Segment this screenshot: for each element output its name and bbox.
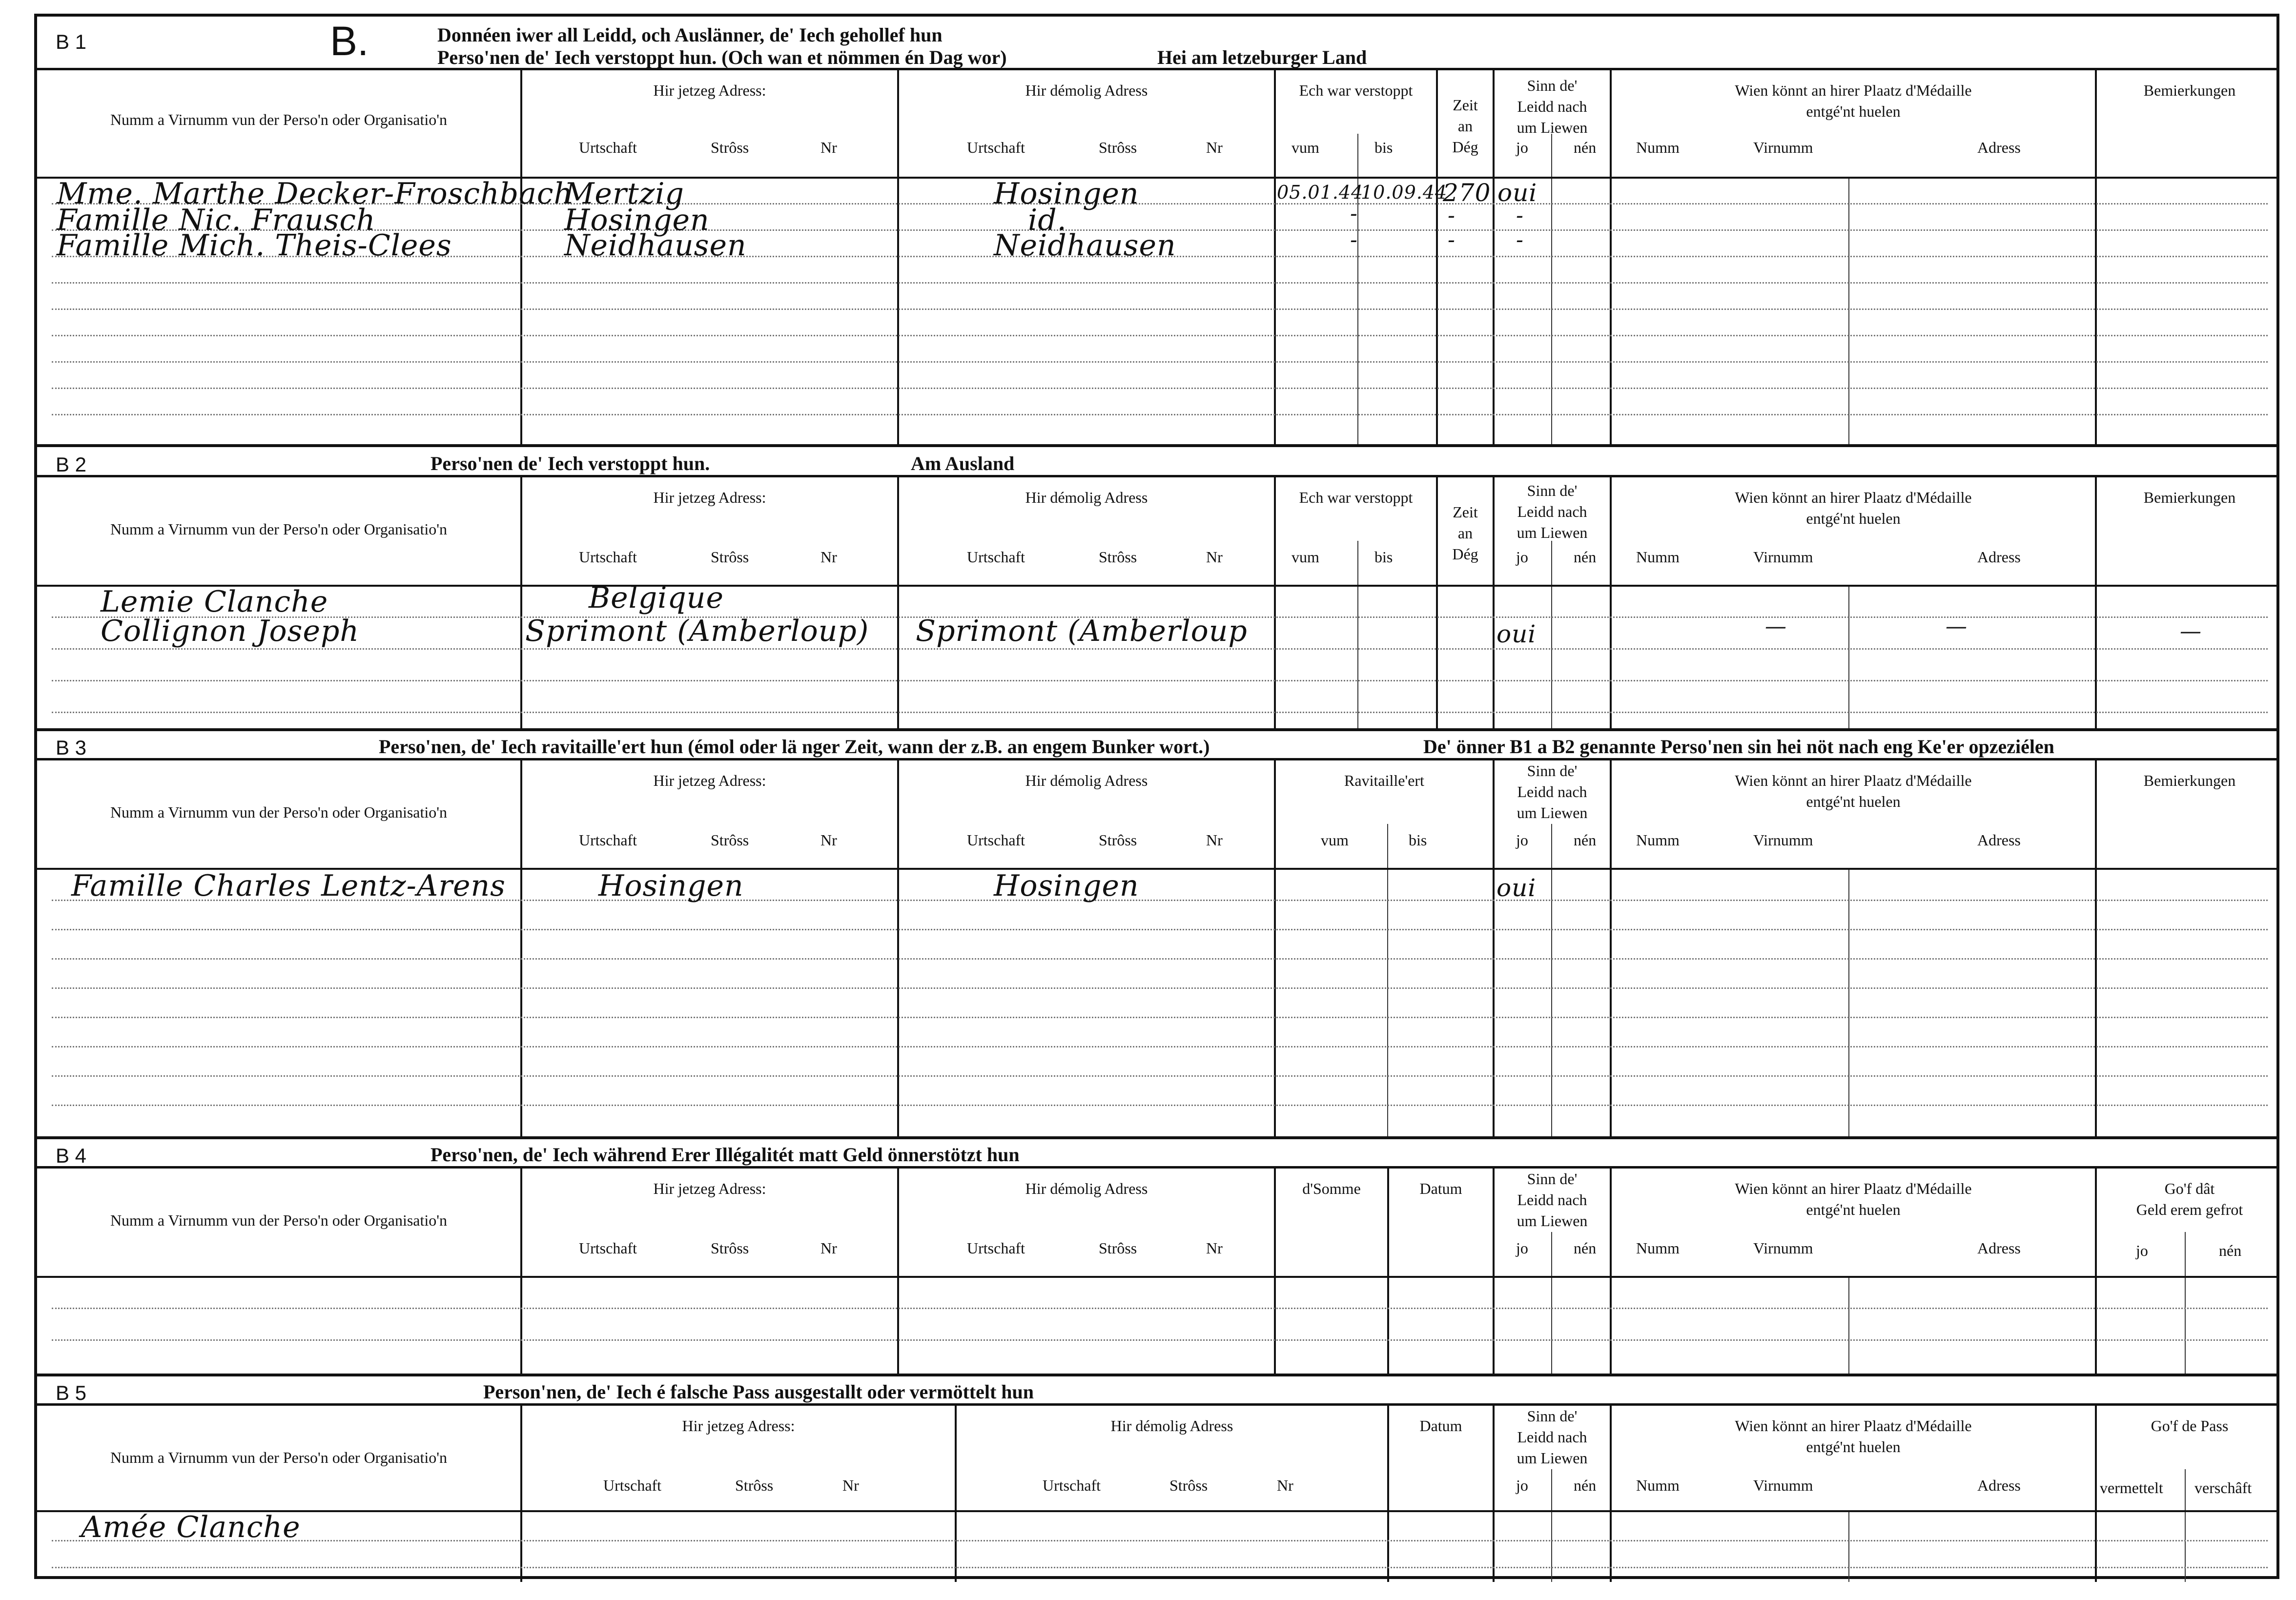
alive-line: um Liewen <box>1517 1449 1588 1467</box>
numm-header: Numm <box>1636 139 1680 156</box>
vum-header: vum <box>1292 139 1319 156</box>
section-b1-title-bar <box>37 17 2276 70</box>
alive-line: Leidd nach <box>1517 783 1587 801</box>
urtschaft-header: Urtschaft <box>967 548 1025 566</box>
urtschaft-header: Urtschaft <box>603 1477 662 1494</box>
medal-line: entgé'nt huelen <box>1806 510 1901 528</box>
nr-header: Nr <box>1277 1477 1293 1494</box>
entry-alive-yes: oui <box>1496 874 1537 902</box>
adress-header: Adress <box>1977 1477 2021 1494</box>
money-returned-header <box>2097 1178 2282 1220</box>
pass-given-header: Go'f de Pass <box>2151 1417 2229 1435</box>
zeit-line: Zeit <box>1453 96 1478 114</box>
section-b3-title-bar <box>37 730 2276 760</box>
jo-header: jo <box>1516 1239 1528 1257</box>
entry-former-town: Neidhausen <box>994 228 1176 263</box>
medal-line: Wien könnt an hirer Plaatz d'Médaille <box>1735 1417 1972 1435</box>
nen-header: nén <box>1574 548 1597 566</box>
vum-header: vum <box>1321 831 1349 849</box>
alive-header <box>1495 75 1610 139</box>
date-header: Datum <box>1419 1417 1462 1435</box>
nr-header: Nr <box>820 1239 837 1257</box>
name-column-header: Numm a Virnumm vun der Perso'n oder Organisatio'n <box>110 111 448 128</box>
hidden-header: Ech war verstoppt <box>1299 489 1413 506</box>
form-heading-right: Hei am letzeburger Land <box>1157 46 1367 68</box>
jo-header: jo <box>2136 1242 2148 1259</box>
entry-current-town: Mertzig <box>564 177 684 211</box>
alive-header <box>1495 760 1610 824</box>
supplied-header: Ravitaille'ert <box>1344 772 1424 789</box>
stross-header: Strôss <box>711 139 749 156</box>
procured-header: verschâft <box>2194 1479 2252 1497</box>
alive-line: um Liewen <box>1517 1212 1588 1230</box>
virnumm-header: Virnumm <box>1753 139 1813 156</box>
medal-line: entgé'nt huelen <box>1806 1438 1901 1456</box>
numm-header: Numm <box>1636 548 1680 566</box>
urtschaft-header: Urtschaft <box>967 139 1025 156</box>
alive-header <box>1495 480 1610 544</box>
adress-header: Adress <box>1977 831 2021 849</box>
former-address-header: Hir démolig Adress <box>1025 1180 1148 1197</box>
section-b5-title-bar <box>37 1375 2276 1406</box>
current-address-header: Hir jetzeg Adress: <box>653 489 766 506</box>
section-id: B 5 <box>56 1381 87 1404</box>
section-id: B 2 <box>56 453 87 476</box>
section-b3-table <box>37 760 2276 1138</box>
section-b4-title-bar <box>37 1138 2276 1169</box>
zeit-line: an <box>1457 524 1473 542</box>
urtschaft-header: Urtschaft <box>967 1239 1025 1257</box>
entry-current-town: Neidhausen <box>564 228 747 263</box>
mediated-header: vermettelt <box>2100 1479 2163 1497</box>
jo-header: jo <box>1516 548 1528 566</box>
alive-line: um Liewen <box>1517 119 1588 137</box>
form-page <box>34 14 2279 1579</box>
section-id: B 4 <box>56 1144 87 1167</box>
nen-header: nén <box>1574 139 1597 156</box>
alive-line: Sinn de' <box>1527 77 1578 94</box>
money-returned-line: Go'f dât <box>2164 1180 2215 1197</box>
current-address-header: Hir jetzeg Adress: <box>653 1180 766 1197</box>
entry-current-town: Belgique <box>589 581 724 615</box>
remarks-header: Bemierkungen <box>2143 489 2236 506</box>
section-b1 <box>37 17 2276 446</box>
numm-header: Numm <box>1636 1477 1680 1494</box>
virnumm-header: Virnumm <box>1753 1239 1813 1257</box>
alive-line: Sinn de' <box>1527 482 1578 499</box>
alive-header <box>1495 1406 1610 1469</box>
alive-line: Sinn de' <box>1527 1407 1578 1425</box>
nr-header: Nr <box>1206 1239 1223 1257</box>
medal-line: entgé'nt huelen <box>1806 793 1901 811</box>
entry-name: Lemie Clanche <box>101 585 328 619</box>
entry-days: - <box>1448 227 1456 252</box>
alive-line: Leidd nach <box>1517 1191 1587 1209</box>
urtschaft-header: Urtschaft <box>967 831 1025 849</box>
former-address-header: Hir démolig Adress <box>1025 772 1148 789</box>
entry-to-date: - <box>1350 201 1358 226</box>
zeit-line: Zeit <box>1453 503 1478 521</box>
nr-header: Nr <box>820 548 837 566</box>
urtschaft-header: Urtschaft <box>579 139 637 156</box>
section-id: B 1 <box>56 30 87 53</box>
entry-name: Collignon Joseph <box>101 614 360 648</box>
section-b2-title-right: Am Ausland <box>911 452 1015 474</box>
bis-header: bis <box>1374 548 1393 566</box>
entry-name: Amée Clanche <box>81 1510 301 1544</box>
medal-header <box>1612 487 2095 529</box>
entry-alive-yes: - <box>1516 227 1524 252</box>
current-address-header: Hir jetzeg Adress: <box>653 772 766 789</box>
money-returned-line: Geld erem gefrot <box>2136 1201 2243 1219</box>
former-address-header: Hir démolig Adress <box>1025 82 1148 99</box>
medal-line: Wien könnt an hirer Plaatz d'Médaille <box>1735 82 1972 99</box>
adress-header: Adress <box>1977 139 2021 156</box>
former-address-header: Hir démolig Adress <box>1110 1417 1233 1435</box>
hidden-header: Ech war verstoppt <box>1299 82 1413 99</box>
zeit-line: Dég <box>1452 138 1478 156</box>
entry-to-date: - <box>1350 227 1358 252</box>
alive-header <box>1495 1169 1610 1232</box>
entry-former-town: Hosingen <box>994 177 1139 211</box>
virnumm-header: Virnumm <box>1753 831 1813 849</box>
section-b4 <box>37 1138 2276 1375</box>
nen-header: nén <box>1574 1239 1597 1257</box>
stross-header: Strôss <box>1099 1239 1137 1257</box>
name-column-header: Numm a Virnumm vun der Perso'n oder Organisatio'n <box>110 803 448 821</box>
section-b1-table <box>37 70 2276 446</box>
urtschaft-header: Urtschaft <box>579 831 637 849</box>
nr-header: Nr <box>1206 831 1223 849</box>
section-b3-title-right: De' önner B1 a B2 genannte Perso'nen sin hei nöt nach eng Ke'er opzeziélen <box>1423 736 2054 758</box>
form-heading-line1: Donnéen iwer all Leidd, och Auslänner, de' Iech gehollef hun <box>437 24 943 46</box>
form-heading-line2: Perso'nen de' Iech verstoppt hun. (Och wan et nömmen én Dag wor) <box>437 46 1007 68</box>
vum-header: vum <box>1292 548 1319 566</box>
adress-header: Adress <box>1977 1239 2021 1257</box>
alive-line: Sinn de' <box>1527 1170 1578 1188</box>
entry-days: - <box>1448 203 1456 228</box>
medal-line: Wien könnt an hirer Plaatz d'Médaille <box>1735 489 1972 506</box>
section-b2-title: Perso'nen de' Iech verstoppt hun. <box>430 452 710 474</box>
section-id: B 3 <box>56 736 87 759</box>
alive-line: Leidd nach <box>1517 98 1587 116</box>
nr-header: Nr <box>1206 548 1223 566</box>
name-column-header: Numm a Virnumm vun der Perso'n oder Organisatio'n <box>110 1211 448 1229</box>
stross-header: Strôss <box>1099 831 1137 849</box>
entry-name: Famille Mich. Theis-Clees <box>57 228 452 263</box>
name-column-header: Numm a Virnumm vun der Perso'n oder Organisatio'n <box>110 1449 448 1466</box>
stross-header: Strôss <box>711 1239 749 1257</box>
entry-name: Famille Nic. Frausch <box>57 203 376 237</box>
entry-alive-yes: oui <box>1496 620 1537 648</box>
form-letter: B. <box>330 18 369 64</box>
section-b4-title: Perso'nen, de' Iech während Erer Illégalitét matt Geld önnerstötzt hun <box>430 1144 1020 1166</box>
section-b5-title: Person'nen, de' Iech é falsche Pass ausgestallt oder vermöttelt hun <box>483 1381 1034 1403</box>
name-column-header: Numm a Virnumm vun der Perso'n oder Organisatio'n <box>110 520 448 538</box>
entry-days: 270 <box>1443 179 1491 207</box>
stross-header: Strôss <box>1169 1477 1208 1494</box>
nr-header: Nr <box>1206 139 1223 156</box>
alive-line: Leidd nach <box>1517 1428 1587 1446</box>
nen-header: nén <box>2219 1242 2242 1259</box>
numm-header: Numm <box>1636 1239 1680 1257</box>
current-address-header: Hir jetzeg Adress: <box>653 82 766 99</box>
entry-to-date: 10.09.44 <box>1361 182 1448 203</box>
zeit-header <box>1438 502 1493 565</box>
entry-current-town: Hosingen <box>564 203 710 237</box>
entry-name: Famille Charles Lentz-Arens <box>71 869 506 903</box>
medal-line: Wien könnt an hirer Plaatz d'Médaille <box>1735 772 1972 789</box>
entry-name: Mme. Marthe Decker-Froschbach <box>57 177 574 211</box>
entry-current-town: Sprimont (Amberloup) <box>525 614 869 648</box>
entry-dash: — <box>1946 614 1968 639</box>
numm-header: Numm <box>1636 831 1680 849</box>
alive-line: Sinn de' <box>1527 762 1578 779</box>
entry-current-town: Hosingen <box>598 869 744 903</box>
former-address-header: Hir démolig Adress <box>1025 489 1148 506</box>
stross-header: Strôss <box>711 831 749 849</box>
nr-header: Nr <box>820 139 837 156</box>
current-address-header: Hir jetzeg Adress: <box>682 1417 795 1435</box>
section-b4-table <box>37 1169 2276 1375</box>
section-b3-title: Perso'nen, de' Iech ravitaille'ert hun (émol oder lä nger Zeit, wann der z.B. an engem Bunker wort.) <box>379 736 1210 758</box>
medal-header <box>1612 1178 2095 1220</box>
nen-header: nén <box>1574 831 1597 849</box>
section-b5 <box>37 1375 2276 1582</box>
date-header: Datum <box>1419 1180 1462 1197</box>
urtschaft-header: Urtschaft <box>579 1239 637 1257</box>
alive-line: um Liewen <box>1517 524 1588 542</box>
virnumm-header: Virnumm <box>1753 1477 1813 1494</box>
entry-alive-yes: oui <box>1497 179 1538 207</box>
entry-former-town: Hosingen <box>994 869 1139 903</box>
nr-header: Nr <box>842 1477 859 1494</box>
stross-header: Strôss <box>735 1477 774 1494</box>
remarks-header: Bemierkungen <box>2143 772 2236 789</box>
entry-former-town: id. <box>1028 203 1067 237</box>
bis-header: bis <box>1409 831 1427 849</box>
nr-header: Nr <box>820 831 837 849</box>
stross-header: Strôss <box>1099 548 1137 566</box>
medal-header <box>1612 80 2095 122</box>
section-b5-table <box>37 1406 2276 1582</box>
entry-dash: — <box>1765 614 1787 639</box>
medal-line: entgé'nt huelen <box>1806 103 1901 121</box>
urtschaft-header: Urtschaft <box>1043 1477 1101 1494</box>
entry-from-date: 05.01.44 <box>1277 182 1364 203</box>
jo-header: jo <box>1516 139 1528 156</box>
section-b2-table <box>37 477 2276 730</box>
stross-header: Strôss <box>711 548 749 566</box>
entry-former-town: Sprimont (Amberloup <box>916 614 1248 648</box>
remarks-header: Bemierkungen <box>2143 82 2236 99</box>
jo-header: jo <box>1516 831 1528 849</box>
alive-line: um Liewen <box>1517 804 1588 822</box>
alive-line: Leidd nach <box>1517 503 1587 521</box>
section-b2 <box>37 447 2276 730</box>
entry-alive-yes: - <box>1516 203 1524 228</box>
section-b3 <box>37 730 2276 1138</box>
urtschaft-header: Urtschaft <box>579 548 637 566</box>
medal-header <box>1612 1415 2095 1457</box>
zeit-line: Dég <box>1452 545 1478 563</box>
medal-line: entgé'nt huelen <box>1806 1201 1901 1219</box>
entry-dash: — <box>2180 619 2202 644</box>
medal-header <box>1612 770 2095 812</box>
zeit-header <box>1438 95 1493 158</box>
stross-header: Strôss <box>1099 139 1137 156</box>
adress-header: Adress <box>1977 548 2021 566</box>
zeit-line: an <box>1457 117 1473 135</box>
jo-header: jo <box>1516 1477 1528 1494</box>
section-b2-title-bar <box>37 447 2276 477</box>
sum-header: d'Somme <box>1302 1180 1361 1197</box>
bis-header: bis <box>1374 139 1393 156</box>
nen-header: nén <box>1574 1477 1597 1494</box>
virnumm-header: Virnumm <box>1753 548 1813 566</box>
medal-line: Wien könnt an hirer Plaatz d'Médaille <box>1735 1180 1972 1197</box>
